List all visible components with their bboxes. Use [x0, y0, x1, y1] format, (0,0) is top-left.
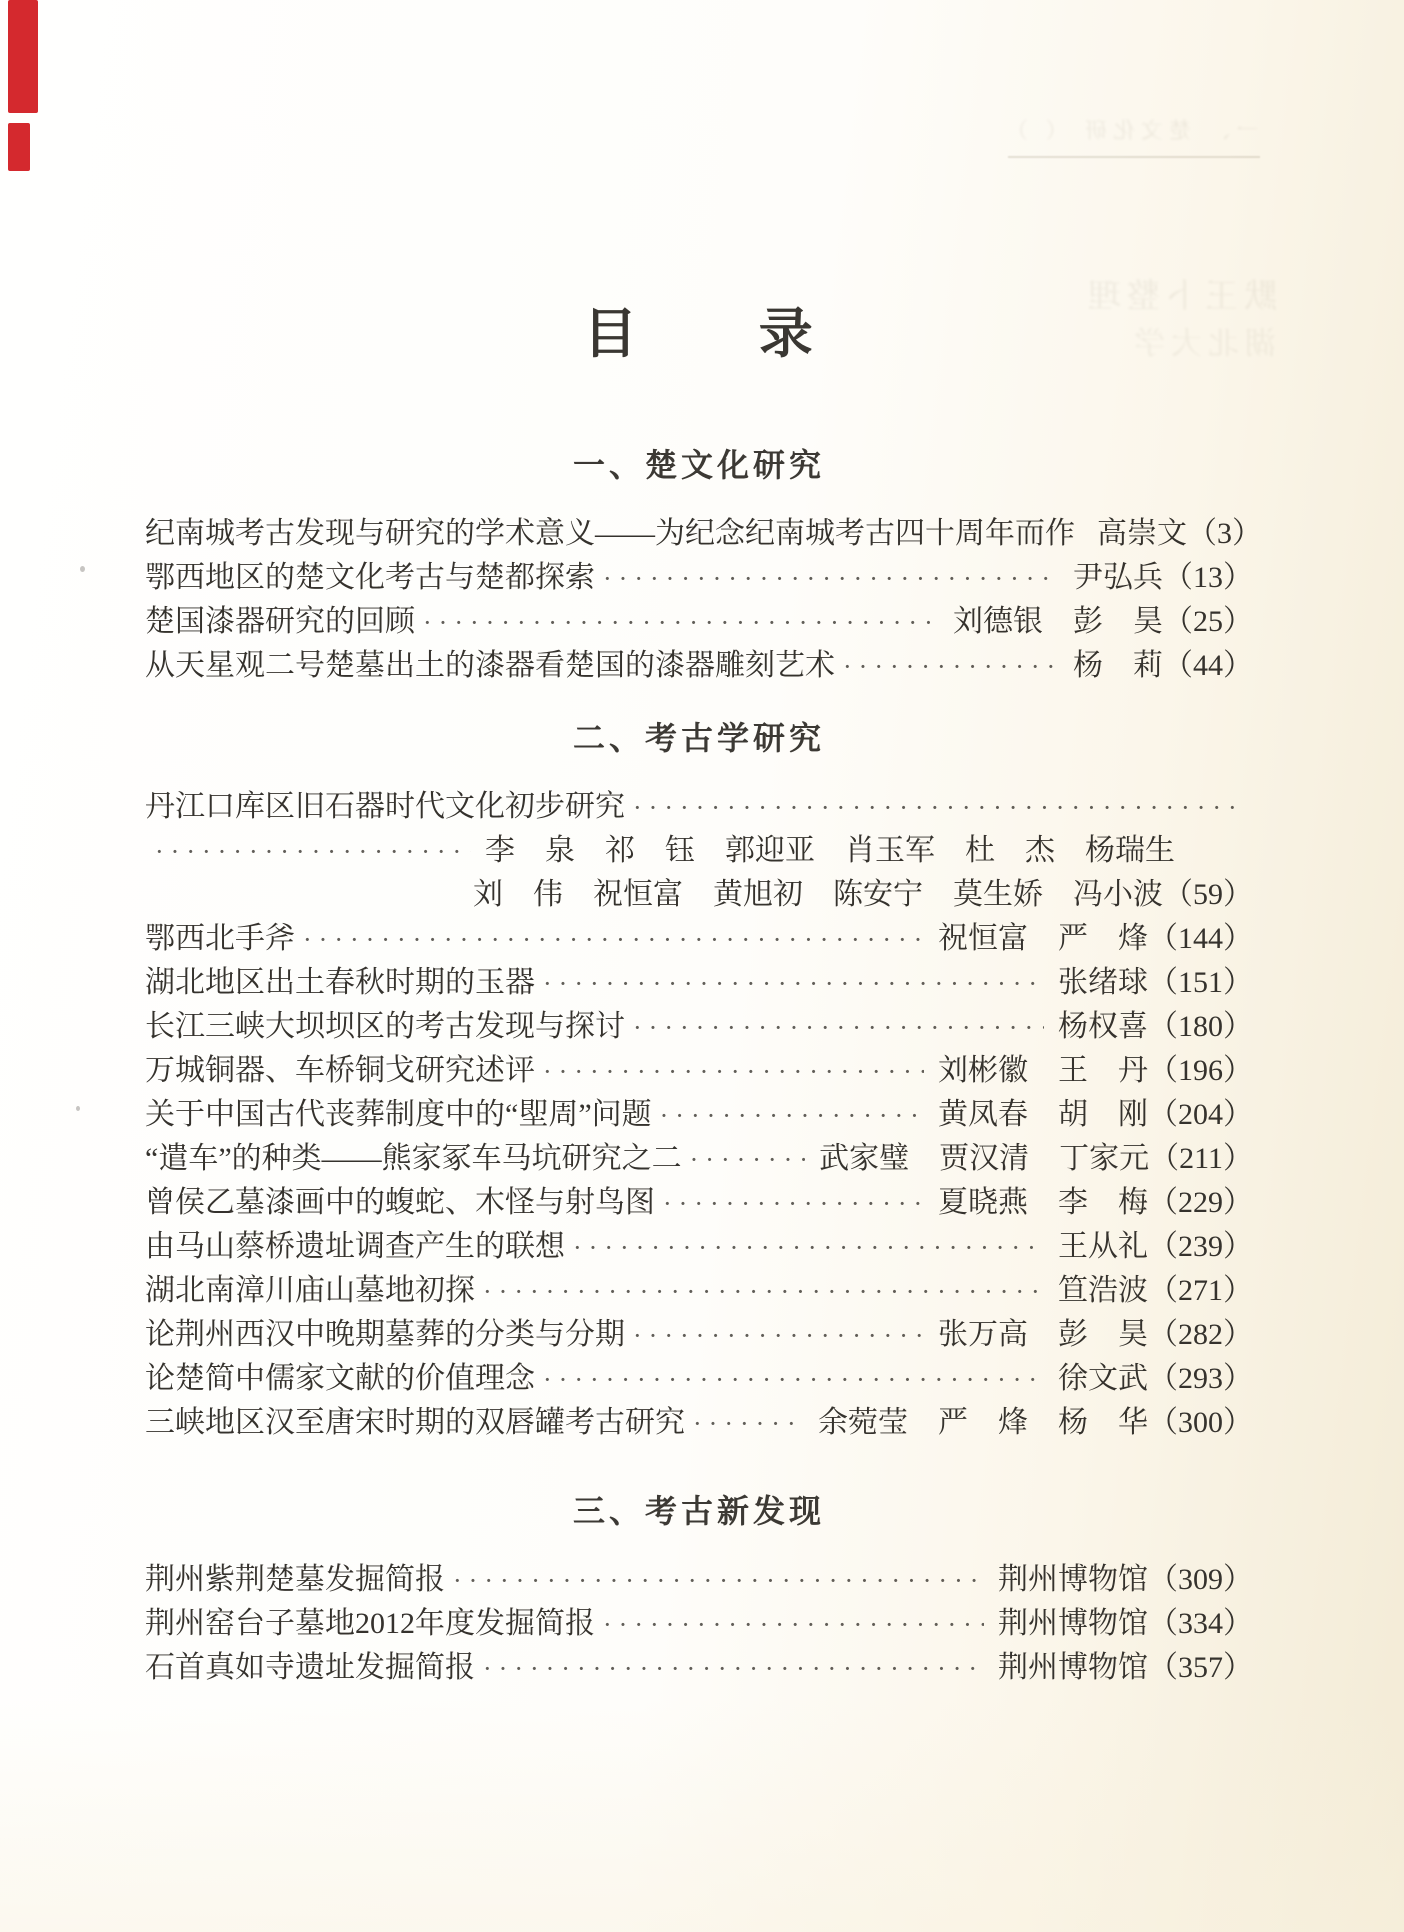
toc-entry-title: 三峡地区汉至唐宋时期的双唇罐考古研究	[145, 1406, 685, 1439]
toc-entry-authors-page: 刘彬徽 王 丹（196）	[938, 1054, 1253, 1087]
page-title-char: 录	[758, 304, 815, 364]
dot-leader	[483, 1270, 1044, 1314]
dot-leader	[603, 1603, 984, 1647]
dot-leader	[633, 1006, 1044, 1050]
toc-row	[145, 1049, 1253, 1093]
toc-entry-authors-page: 刘 伟 祝恒富 黄旭初 陈安宁 莫生娇 冯小波（59）	[473, 878, 1253, 911]
toc-entry-authors-page: 高崇文（3）	[1097, 517, 1262, 550]
toc-entry-authors-page: 黄凤春 胡 刚（204）	[938, 1098, 1253, 1131]
bleedthrough-text: 湖北大学	[1128, 326, 1276, 361]
toc-entry-authors-page: 徐文武（293）	[1058, 1362, 1253, 1395]
dot-leader	[603, 557, 1059, 601]
dot-leader	[543, 1050, 924, 1094]
section-heading: 三、考古新发现	[572, 1493, 825, 1529]
toc-row	[145, 1357, 1253, 1401]
toc-entry-authors-page: 荆州博物馆（357）	[998, 1651, 1253, 1684]
dot-leader	[155, 830, 471, 874]
dot-leader	[633, 786, 1239, 830]
toc-entry-title: 纪南城考古发现与研究的学术意义——为纪念纪南城考古四十周年而作	[145, 517, 1075, 550]
toc-entry-title: 丹江口库区旧石器时代文化初步研究	[145, 790, 625, 823]
bleedthrough-text: 默王卜整理	[1082, 279, 1277, 315]
toc-entry-title: 关于中国古代丧葬制度中的“堲周”问题	[145, 1098, 652, 1131]
toc-row	[145, 1558, 1253, 1602]
toc-entry-authors-page: 武家璧 贾汉清 丁家元（211）	[819, 1142, 1253, 1175]
toc-entry-title: 从天星观二号楚墓出土的漆器看楚国的漆器雕刻艺术	[145, 649, 835, 682]
toc-entry-authors-page: 刘德银 彭 昊（25）	[953, 605, 1253, 638]
toc-entry-authors-page: 荆州博物馆（334）	[998, 1607, 1253, 1640]
section-heading: 一、楚文化研究	[572, 447, 825, 483]
toc-row	[145, 873, 1253, 917]
toc-row	[145, 1313, 1253, 1357]
dot-leader	[663, 1182, 924, 1226]
toc-entry-title: 鄂西北手斧	[145, 922, 295, 955]
section-rows	[145, 785, 1253, 1445]
dot-leader	[660, 1094, 924, 1138]
toc-entry-authors-page: 尹弘兵（13）	[1073, 561, 1253, 594]
toc-entry-title: 论荆州西汉中晚期墓葬的分类与分期	[145, 1318, 625, 1351]
bleedthrough-text: 一、 楚文化研 （ ）	[1000, 118, 1259, 143]
dot-leader	[423, 601, 939, 645]
toc-entry-authors-page: 荆州博物馆（309）	[998, 1563, 1253, 1596]
toc-entry-authors-page: 李 泉 祁 钰 郭迎亚 肖玉军 杜 杰 杨瑞生	[485, 834, 1175, 867]
toc-row	[145, 1602, 1253, 1646]
dot-leader	[543, 962, 1044, 1006]
page-title-char: 目	[583, 304, 640, 364]
toc-row	[145, 917, 1253, 961]
dot-leader	[690, 1138, 805, 1182]
section-rows	[145, 512, 1262, 688]
dot-leader	[573, 1226, 1044, 1270]
dot-leader	[543, 1358, 1044, 1402]
toc-entry-title: 由马山蔡桥遗址调查产生的联想	[145, 1230, 565, 1263]
toc-row	[145, 1646, 1253, 1690]
toc-entry-authors-page: 杨 莉（44）	[1073, 649, 1253, 682]
toc-entry-authors-page: 夏晓燕 李 梅（229）	[938, 1186, 1253, 1219]
toc-row	[145, 512, 1262, 556]
scan-speck	[76, 1106, 80, 1111]
dot-leader	[633, 1314, 924, 1358]
dot-leader	[483, 1647, 984, 1691]
toc-entry-title: 荆州紫荆楚墓发掘简报	[145, 1563, 445, 1596]
toc-row	[145, 1269, 1253, 1313]
toc-entry-title: “遣车”的种类——熊家冢车马坑研究之二	[145, 1142, 682, 1175]
toc-row	[145, 1137, 1253, 1181]
toc-row	[145, 1401, 1253, 1445]
toc-entry-authors-page: 余菀莹 严 烽 杨 华（300）	[818, 1406, 1253, 1439]
dot-leader	[453, 1559, 984, 1603]
toc-row	[145, 1093, 1253, 1137]
red-edge-mark	[8, 123, 30, 171]
section-heading: 二、考古学研究	[572, 720, 825, 756]
toc-row	[145, 600, 1253, 644]
toc-entry-authors-page: 祝恒富 严 烽（144）	[938, 922, 1253, 955]
dot-leader	[843, 645, 1059, 689]
section-rows	[145, 1558, 1253, 1690]
toc-entry-title: 湖北地区出土春秋时期的玉器	[145, 966, 535, 999]
toc-sections	[145, 0, 1262, 1690]
toc-entry-title: 湖北南漳川庙山墓地初探	[145, 1274, 475, 1307]
toc-entry-authors-page: 笪浩波（271）	[1058, 1274, 1253, 1307]
toc-row	[145, 644, 1253, 688]
dot-leader	[303, 918, 924, 962]
toc-entry-title: 论楚简中儒家文献的价值理念	[145, 1362, 535, 1395]
toc-entry-title: 万城铜器、车桥铜戈研究述评	[145, 1054, 535, 1087]
toc-entry-title: 荆州窑台子墓地2012年度发掘简报	[145, 1607, 595, 1640]
toc-entry-title: 楚国漆器研究的回顾	[145, 605, 415, 638]
toc-entry-title: 曾侯乙墓漆画中的蝮蛇、木怪与射鸟图	[145, 1186, 655, 1219]
toc-row	[145, 1181, 1253, 1225]
toc-row	[145, 785, 1253, 829]
toc-row	[145, 1005, 1253, 1049]
toc-entry-authors-page: 王从礼（239）	[1058, 1230, 1253, 1263]
toc-entry-authors-page: 张万高 彭 昊（282）	[938, 1318, 1253, 1351]
toc-entry-title: 鄂西地区的楚文化考古与楚都探索	[145, 561, 595, 594]
toc-row	[145, 961, 1253, 1005]
scan-speck	[80, 566, 85, 572]
toc-row	[145, 829, 1253, 873]
toc-row	[145, 556, 1253, 600]
toc-entry-title: 长江三峡大坝坝区的考古发现与探讨	[145, 1010, 625, 1043]
toc-entry-title: 石首真如寺遗址发掘简报	[145, 1651, 475, 1684]
toc-entry-authors-page: 杨权喜（180）	[1058, 1010, 1253, 1043]
toc-row	[145, 1225, 1253, 1269]
toc-entry-authors-page: 张绪球（151）	[1058, 966, 1253, 999]
red-edge-mark	[8, 0, 38, 113]
dot-leader	[693, 1402, 804, 1446]
